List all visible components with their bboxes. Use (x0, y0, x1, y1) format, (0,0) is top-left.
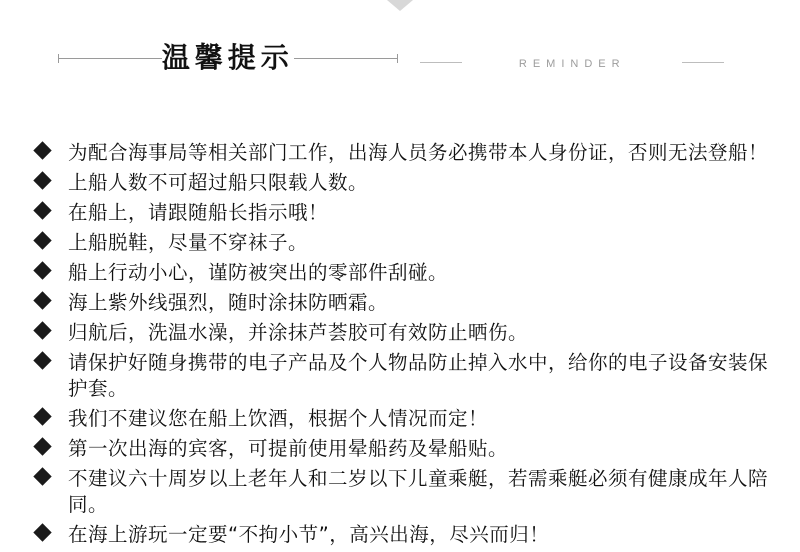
list-item (34, 170, 780, 196)
diamond-bullet-icon (33, 171, 51, 189)
list-item (34, 406, 780, 432)
list-item-text: 第一次出海的宾客，可提前使用晕船药及晕船贴。 (68, 437, 509, 460)
list-item (34, 522, 780, 548)
list-item (34, 200, 780, 226)
list-item (34, 350, 780, 402)
list-item (34, 466, 780, 518)
list-item-text: 归航后，洗温水澡，并涂抹芦荟胶可有效防止晒伤。 (68, 321, 529, 344)
diamond-bullet-icon (33, 201, 51, 219)
diamond-bullet-icon (33, 351, 51, 369)
diamond-bullet-icon (33, 467, 51, 485)
subtitle-dash-left (420, 62, 462, 63)
diamond-bullet-icon (33, 231, 51, 249)
page-subtitle: REMINDER (518, 58, 626, 70)
diamond-bullet-icon (33, 261, 51, 279)
title-rule-right (294, 58, 398, 59)
triangle-down-icon (387, 0, 413, 11)
list-item (34, 290, 780, 316)
subtitle-row (402, 54, 742, 70)
list-item-text: 请保护好随身携带的电子产品及个人物品防止掉入水中，给你的电子设备安装保护套。 (68, 351, 769, 400)
list-item-text: 上船脱鞋，尽量不穿袜子。 (68, 231, 309, 254)
diamond-bullet-icon (33, 321, 51, 339)
diamond-bullet-icon (33, 523, 51, 541)
list-item-text: 在海上游玩一定要“不拘小节”，高兴出海，尽兴而归！ (68, 523, 550, 546)
list-item-text: 不建议六十周岁以上老年人和二岁以下儿童乘艇，若需乘艇必须有健康成年人陪同。 (68, 467, 769, 516)
title-row (58, 40, 398, 76)
list-item (34, 320, 780, 346)
list-item (34, 436, 780, 462)
list-item (34, 260, 780, 286)
notice-list (34, 140, 780, 552)
list-item-text: 海上紫外线强烈，随时涂抹防晒霜。 (68, 291, 389, 314)
list-item-text: 上船人数不可超过船只限载人数。 (68, 171, 369, 194)
page-title: 温馨提示 (161, 41, 294, 74)
diamond-bullet-icon (33, 141, 51, 159)
title-rule-left (58, 58, 162, 59)
list-item-text: 在船上，请跟随船长指示哦！ (68, 201, 329, 224)
list-item (34, 140, 780, 166)
list-item-text: 船上行动小心，谨防被突出的零部件刮碰。 (68, 261, 449, 284)
page-header (0, 40, 800, 76)
list-item-text: 我们不建议您在船上饮酒，根据个人情况而定！ (68, 407, 489, 430)
diamond-bullet-icon (33, 291, 51, 309)
subtitle-dash-right (682, 62, 724, 63)
list-item-text: 为配合海事局等相关部门工作，出海人员务必携带本人身份证，否则无法登船！ (68, 141, 769, 164)
diamond-bullet-icon (33, 407, 51, 425)
diamond-bullet-icon (33, 437, 51, 455)
list-item (34, 230, 780, 256)
